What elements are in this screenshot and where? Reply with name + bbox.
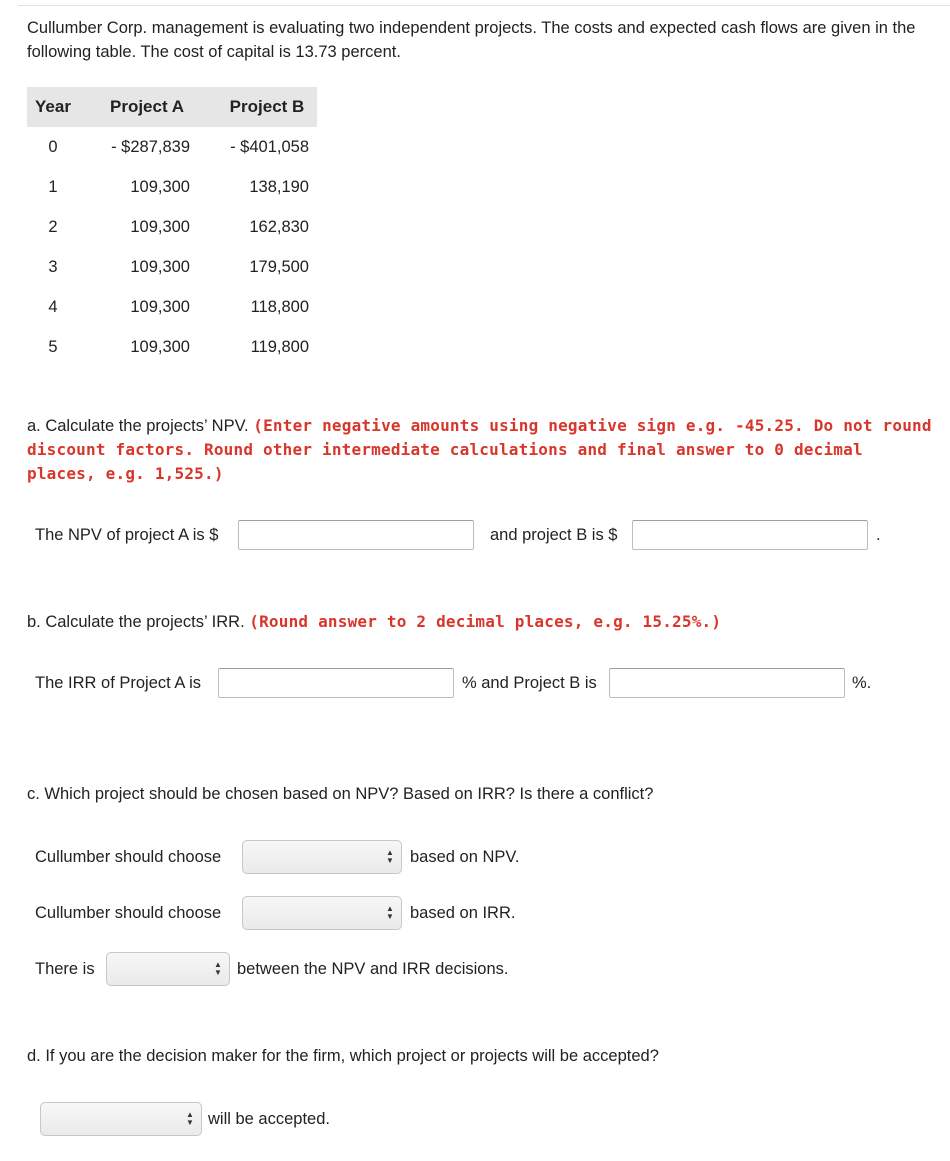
npv-project-b-input[interactable] <box>632 520 868 550</box>
irr-choice-prefix: Cullumber should choose <box>35 904 222 922</box>
irr-end-percent: %. <box>852 674 872 692</box>
cell-project-b: 179,500 <box>249 258 309 276</box>
table-row <box>27 167 317 207</box>
irr-a-label: The IRR of Project A is <box>35 674 201 692</box>
header-year: Year <box>35 97 71 116</box>
npv-choice-prefix: Cullumber should choose <box>35 848 222 866</box>
part-a-question <box>27 414 937 486</box>
cell-project-a: 109,300 <box>130 178 190 196</box>
part-c-question: c. Which project should be chosen based on NPV? Based on IRR? Is there a conflict? <box>27 785 654 803</box>
part-b-instruction: (Round answer to 2 decimal places, e.g. 15.25%.) <box>249 612 722 631</box>
cell-project-a: 109,300 <box>130 298 190 316</box>
cell-year: 5 <box>48 338 58 356</box>
select-arrows-icon: ▲ ▼ <box>386 848 394 865</box>
cell-project-b: 138,190 <box>249 178 309 196</box>
select-arrows-icon: ▲ ▼ <box>386 904 394 921</box>
table-header-row <box>27 87 317 127</box>
irr-choice-select[interactable] <box>242 896 402 930</box>
table-row <box>27 327 317 367</box>
conflict-select[interactable] <box>106 952 230 986</box>
cell-project-b: 119,800 <box>250 338 309 356</box>
select-arrows-icon: ▲ ▼ <box>186 1110 194 1127</box>
cell-project-a: 109,300 <box>130 218 190 236</box>
irr-b-label: % and Project B is <box>462 674 597 692</box>
npv-project-a-input[interactable] <box>238 520 474 550</box>
part-a-instruction: (Enter negative amounts using negative sign e.g. -45.25. Do not round discount factors. Round other intermediate calculations and final answer to 0 decimal places, e.g. 1,525.) <box>27 416 932 483</box>
header-project-a: Project A <box>109 97 184 116</box>
irr-project-b-input[interactable] <box>609 668 845 698</box>
npv-a-label: The NPV of project A is $ <box>35 526 219 544</box>
npv-b-label: and project B is $ <box>490 526 618 544</box>
cell-year: 3 <box>48 258 58 276</box>
cell-project-a: - $287,839 <box>111 138 190 156</box>
cell-year: 4 <box>48 298 58 316</box>
cell-project-b: - $401,058 <box>230 138 309 156</box>
cell-project-b: 162,830 <box>249 218 309 236</box>
conflict-suffix: between the NPV and IRR decisions. <box>237 960 509 978</box>
table-row <box>27 127 317 167</box>
cell-project-b: 118,800 <box>250 298 309 316</box>
npv-choice-suffix: based on NPV. <box>410 848 520 866</box>
select-arrows-icon: ▲ ▼ <box>214 960 222 977</box>
part-a-text: a. Calculate the projects’ NPV. <box>27 417 249 435</box>
cell-project-a: 109,300 <box>130 338 190 356</box>
npv-choice-select[interactable] <box>242 840 402 874</box>
cell-project-a: 109,300 <box>130 258 190 276</box>
part-b-text: b. Calculate the projects’ IRR. <box>27 613 245 631</box>
accepted-projects-select[interactable] <box>40 1102 202 1136</box>
table-row <box>27 207 317 247</box>
irr-choice-suffix: based on IRR. <box>410 904 516 922</box>
irr-project-a-input[interactable] <box>218 668 454 698</box>
problem-intro: Cullumber Corp. management is evaluating two independent projects. The costs and expected cash flows are given in the following table. The cost of capital is 13.73 percent. <box>27 19 916 61</box>
table-row <box>27 287 317 327</box>
conflict-prefix: There is <box>35 960 95 978</box>
top-divider <box>18 5 950 6</box>
part-d-question: d. If you are the decision maker for the firm, which project or projects will be accepted? <box>27 1047 659 1065</box>
cell-year: 0 <box>48 138 58 156</box>
npv-end-period: . <box>876 526 881 544</box>
header-project-b: Project B <box>229 97 305 116</box>
accepted-suffix: will be accepted. <box>208 1110 330 1128</box>
part-b-question <box>27 610 937 634</box>
cell-year: 2 <box>48 218 58 236</box>
cell-year: 1 <box>48 178 58 196</box>
table-row <box>27 247 317 287</box>
